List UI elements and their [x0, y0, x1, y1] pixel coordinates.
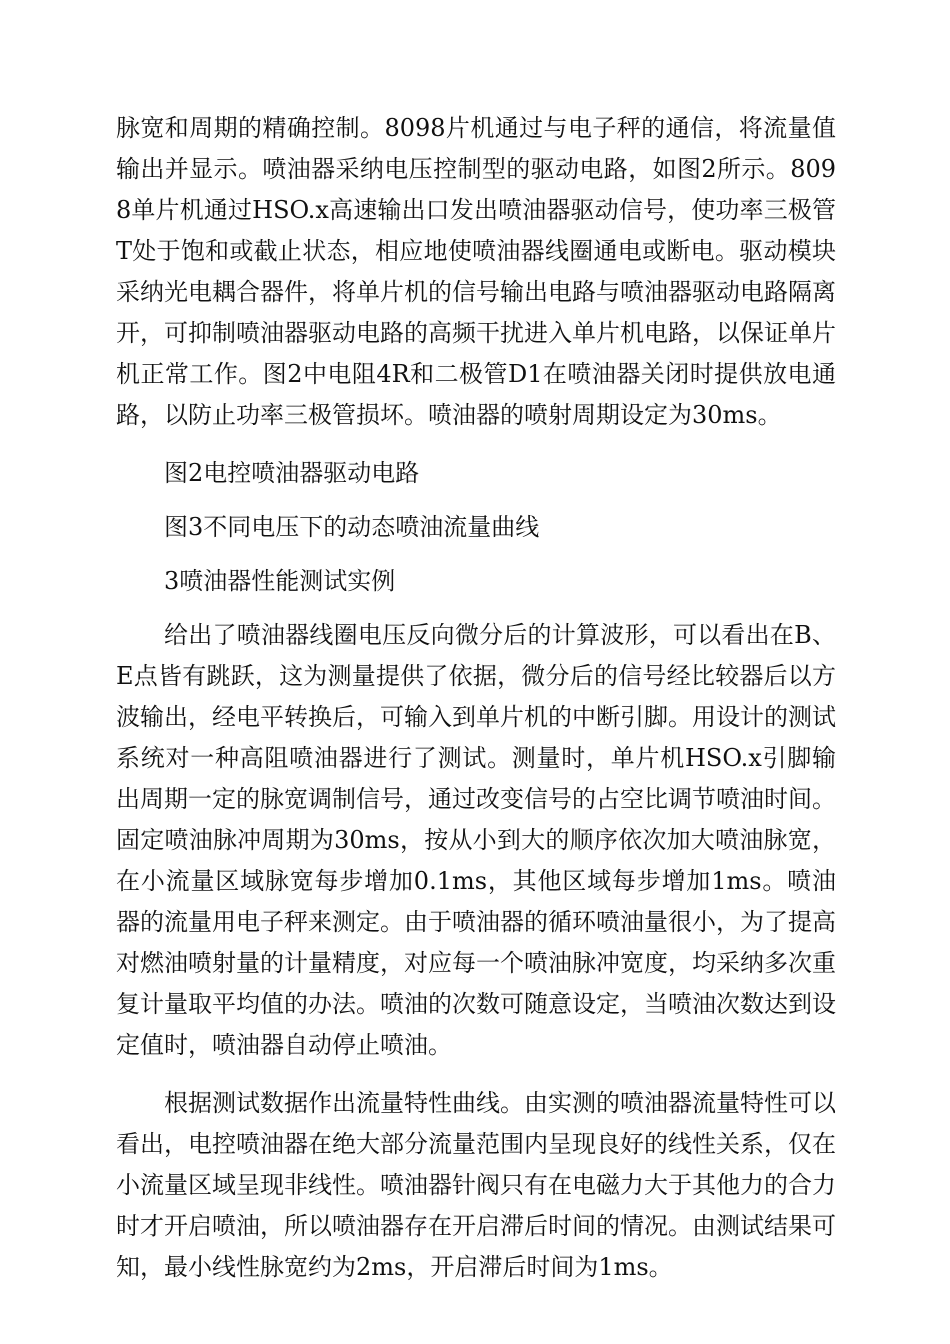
section-heading: 3喷油器性能测试实例 — [164, 567, 396, 595]
figure-caption-2: 图2电控喷油器驱动电路 — [164, 459, 420, 487]
paragraph-drive-circuit: 脉宽和周期的精确控制。8098片机通过与电子秤的通信，将流量值输出并显示。喷油器采纳电压控制型的驱动电路，如图2所示。8098单片机通过HSO.x高速输出口发出喷油器驱动信号，使功率三极管T处于饱和或截止状态，相应地使喷油器线圈通电或断电。驱动模块采纳光电耦合器件，将单片机的信号输出电路与喷油器驱动电路隔离开，可抑制喷油器驱动电路的高频干扰进入单片机电路，以保证单片机正常工作。图2中电阻4R和二极管D1在喷油器关闭时提供放电通路，以防止功率三极管损坏。喷油器的喷射周期设定为30ms。 — [116, 114, 836, 429]
document-body — [116, 108, 836, 1288]
paragraph-test-example: 给出了喷油器线圈电压反向微分后的计算波形，可以看出在B、E点皆有跳跃，这为测量提供了依据，微分后的信号经比较器后以方波输出，经电平转换后，可输入到单片机的中断引脚。用设计的测试系统对一种高阻喷油器进行了测试。测量时，单片机HSO.x引脚输出周期一定的脉宽调制信号，通过改变信号的占空比调节喷油时间。固定喷油脉冲周期为30ms，按从小到大的顺序依次加大喷油脉宽，在小流量区域脉宽每步增加0.1ms，其他区域每步增加1ms。喷油器的流量用电子秤来测定。由于喷油器的循环喷油量很小，为了提高对燃油喷射量的计量精度，对应每一个喷油脉冲宽度，均采纳多次重复计量取平均值的办法。喷油的次数可随意设定，当喷油次数达到设定值时，喷油器自动停止喷油。 — [116, 621, 836, 1059]
paragraph-flow-characteristics: 根据测试数据作出流量特性曲线。由实测的喷油器流量特性可以看出，电控喷油器在绝大部分流量范围内呈现良好的线性关系，仅在小流量区域呈现非线性。喷油器针阀只有在电磁力大于其他力的合力时才开启喷油，所以喷油器存在开启滞后时间的情况。由测试结果可知，最小线性脉宽约为2ms，开启滞后时间为1ms。 — [116, 1089, 836, 1281]
figure-caption-3: 图3不同电压下的动态喷油流量曲线 — [164, 513, 540, 541]
